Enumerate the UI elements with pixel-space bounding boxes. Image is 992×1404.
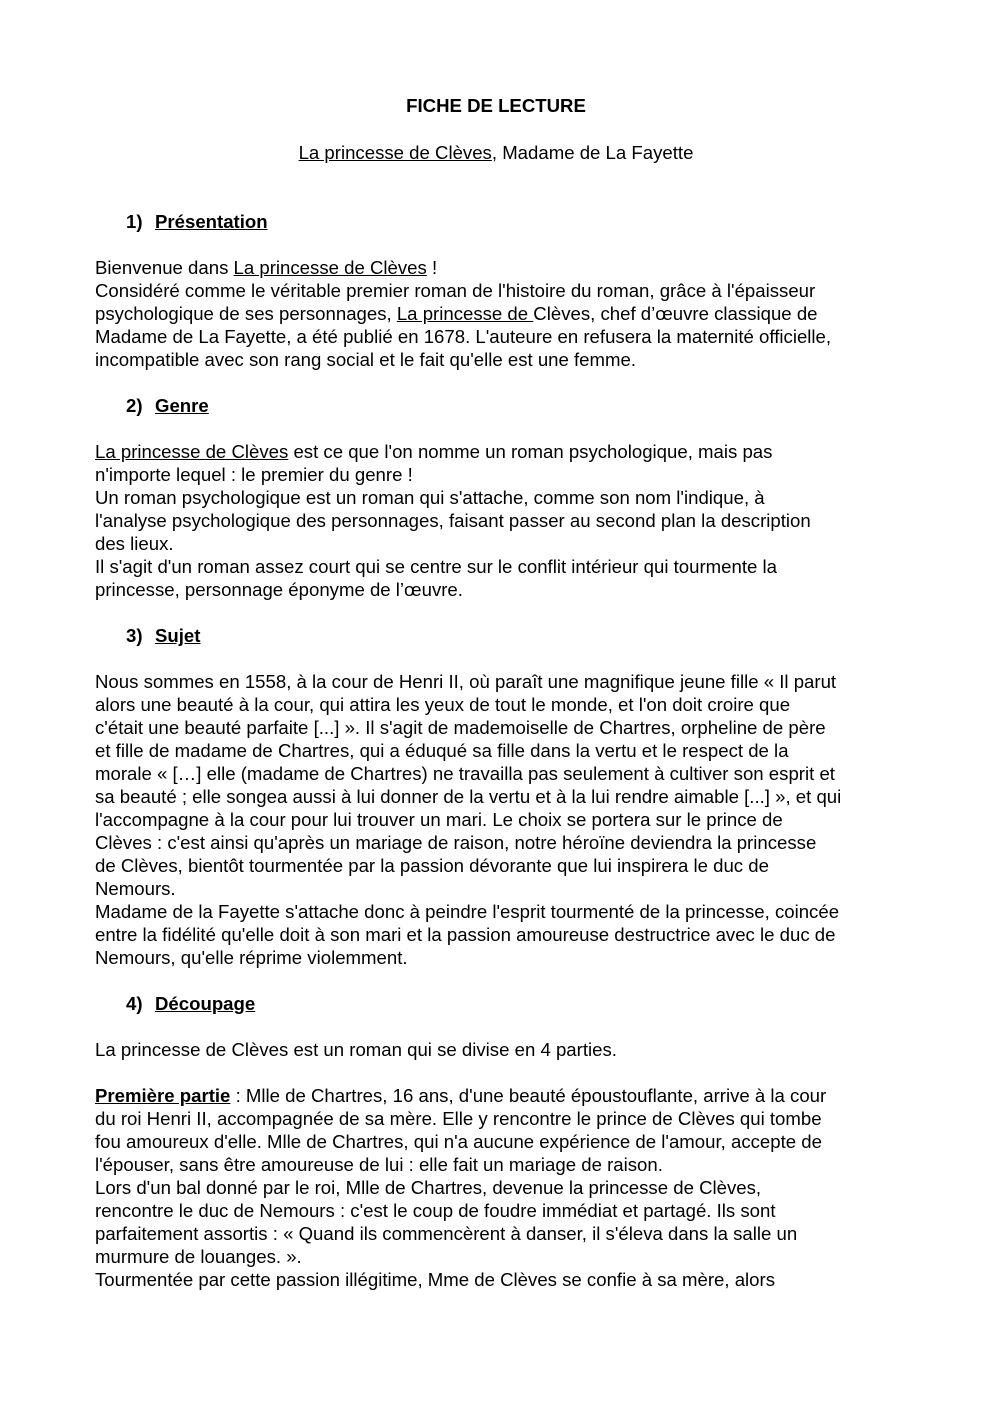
section-heading-genre: [126, 394, 209, 417]
section-number: 4): [126, 993, 143, 1014]
section-heading-presentation: [126, 210, 268, 233]
text-line: Tourmentée par cette passion illégitime, Mme de Clèves se confie à sa mère, alors: [95, 1269, 776, 1290]
part-label: Première partie: [95, 1085, 231, 1106]
text-run: Bienvenue dans: [95, 257, 234, 278]
text-line: Madame de La Fayette, a été publié en 1678. L'auteure en refusera la maternité officielle,: [95, 326, 832, 347]
text-line: Nemours, qu'elle réprime violemment.: [95, 947, 408, 968]
paragraph-decoupage-intro: [95, 1038, 915, 1061]
book-title-link: La princesse de Clèves: [298, 142, 492, 163]
text-line: du roi Henri II, accompagnée de sa mère. Elle y rencontre le prince de Clèves qui tombe: [95, 1108, 822, 1129]
paragraph-presentation: [95, 256, 915, 371]
section-number: 2): [126, 395, 143, 416]
text-line: n'importe lequel : le premier du genre !: [95, 464, 413, 485]
text-line: [95, 302, 915, 325]
text-line: murmure de louanges. ».: [95, 1246, 302, 1267]
page-title: FICHE DE LECTURE: [406, 95, 586, 116]
text-line: des lieux.: [95, 533, 174, 554]
text-line: entre la fidélité qu'elle doit à son mari et la passion amoureuse destructrice avec le duc de: [95, 924, 836, 945]
text-line: et fille de madame de Chartres, qui a éduqué sa fille dans la vertu et le respect de la: [95, 740, 789, 761]
text-line: Nous sommes en 1558, à la cour de Henri II, où paraît une magnifique jeune fille « Il parut: [95, 671, 837, 692]
text-line: Un roman psychologique est un roman qui s'attache, comme son nom l'indique, à: [95, 487, 765, 508]
text-line: sa beauté ; elle songea aussi à lui donner de la vertu et à la lui rendre aimable [...] », et qui: [95, 786, 842, 807]
section-heading-text: Découpage: [155, 993, 256, 1014]
text-line: alors une beauté à la cour, qui attira les yeux de tout le monde, et l'on doit croire que: [95, 694, 791, 715]
author-text: , Madame de La Fayette: [491, 142, 694, 163]
text-line: l'épouser, sans être amoureuse de lui : elle fait un mariage de raison.: [95, 1154, 663, 1175]
text-line: Nemours.: [95, 878, 176, 899]
section-heading-sujet: [126, 624, 200, 647]
text-line: [95, 440, 915, 463]
text-line: La princesse de Clèves est un roman qui se divise en 4 parties.: [95, 1039, 617, 1060]
text-line: Lors d'un bal donné par le roi, Mlle de Chartres, devenue la princesse de Clèves,: [95, 1177, 762, 1198]
text-line: rencontre le duc de Nemours : c'est le coup de foudre immédiat et partagé. Ils sont: [95, 1200, 776, 1221]
text-line: [95, 256, 915, 279]
section-number: 3): [126, 625, 143, 646]
text-run: psychologique de ses personnages,: [95, 303, 397, 324]
section-heading-decoupage: [126, 992, 255, 1015]
text-line: de Clèves, bientôt tourmentée par la passion dévorante que lui inspirera le duc de: [95, 855, 769, 876]
text-line: Considéré comme le véritable premier roman de l'histoire du roman, grâce à l'épaisseur: [95, 280, 816, 301]
section-heading-text: Sujet: [155, 625, 201, 646]
text-line: l'analyse psychologique des personnages, faisant passer au second plan la description: [95, 510, 811, 531]
paragraph-genre: [95, 440, 915, 601]
text-run: !: [426, 257, 438, 278]
section-heading-text: Présentation: [155, 211, 268, 232]
section-heading-text: Genre: [155, 395, 209, 416]
text-line: l'accompagne à la cour pour lui trouver un mari. Le choix se portera sur le prince de: [95, 809, 783, 830]
page-subtitle: [0, 141, 992, 164]
book-title-reference: La princesse de: [396, 303, 534, 324]
text-line: [95, 1084, 915, 1107]
text-line: morale « […] elle (madame de Chartres) ne travailla pas seulement à cultiver son esprit et: [95, 763, 835, 784]
text-run: : Mlle de Chartres, 16 ans, d'une beauté époustouflante, arrive à la cour: [230, 1085, 827, 1106]
text-line: princesse, personnage éponyme de l’œuvre.: [95, 579, 463, 600]
text-line: c'était une beauté parfaite [...] ». Il s'agit de mademoiselle de Chartres, orpheline de père: [95, 717, 826, 738]
book-title-reference: La princesse de Clèves: [233, 257, 427, 278]
paragraph-sujet: [95, 670, 915, 969]
paragraph-premiere-partie: [95, 1084, 915, 1291]
book-title-reference: La princesse de Clèves: [95, 441, 289, 462]
text-run: Clèves, chef d’œuvre classique de: [533, 303, 818, 324]
text-line: Madame de la Fayette s'attache donc à peindre l'esprit tourmenté de la princesse, coincée: [95, 901, 840, 922]
text-line: incompatible avec son rang social et le fait qu'elle est une femme.: [95, 349, 636, 370]
section-number: 1): [126, 211, 143, 232]
text-line: Clèves : c'est ainsi qu'après un mariage de raison, notre héroïne deviendra la princesse: [95, 832, 817, 853]
text-line: parfaitement assortis : « Quand ils commencèrent à danser, il s'éleva dans la salle un: [95, 1223, 798, 1244]
text-line: fou amoureux d'elle. Mlle de Chartres, qui n'a aucune expérience de l'amour, accepte de: [95, 1131, 822, 1152]
text-line: Il s'agit d'un roman assez court qui se centre sur le conflit intérieur qui tourmente la: [95, 556, 777, 577]
text-run: est ce que l'on nomme un roman psychologique, mais pas: [288, 441, 773, 462]
